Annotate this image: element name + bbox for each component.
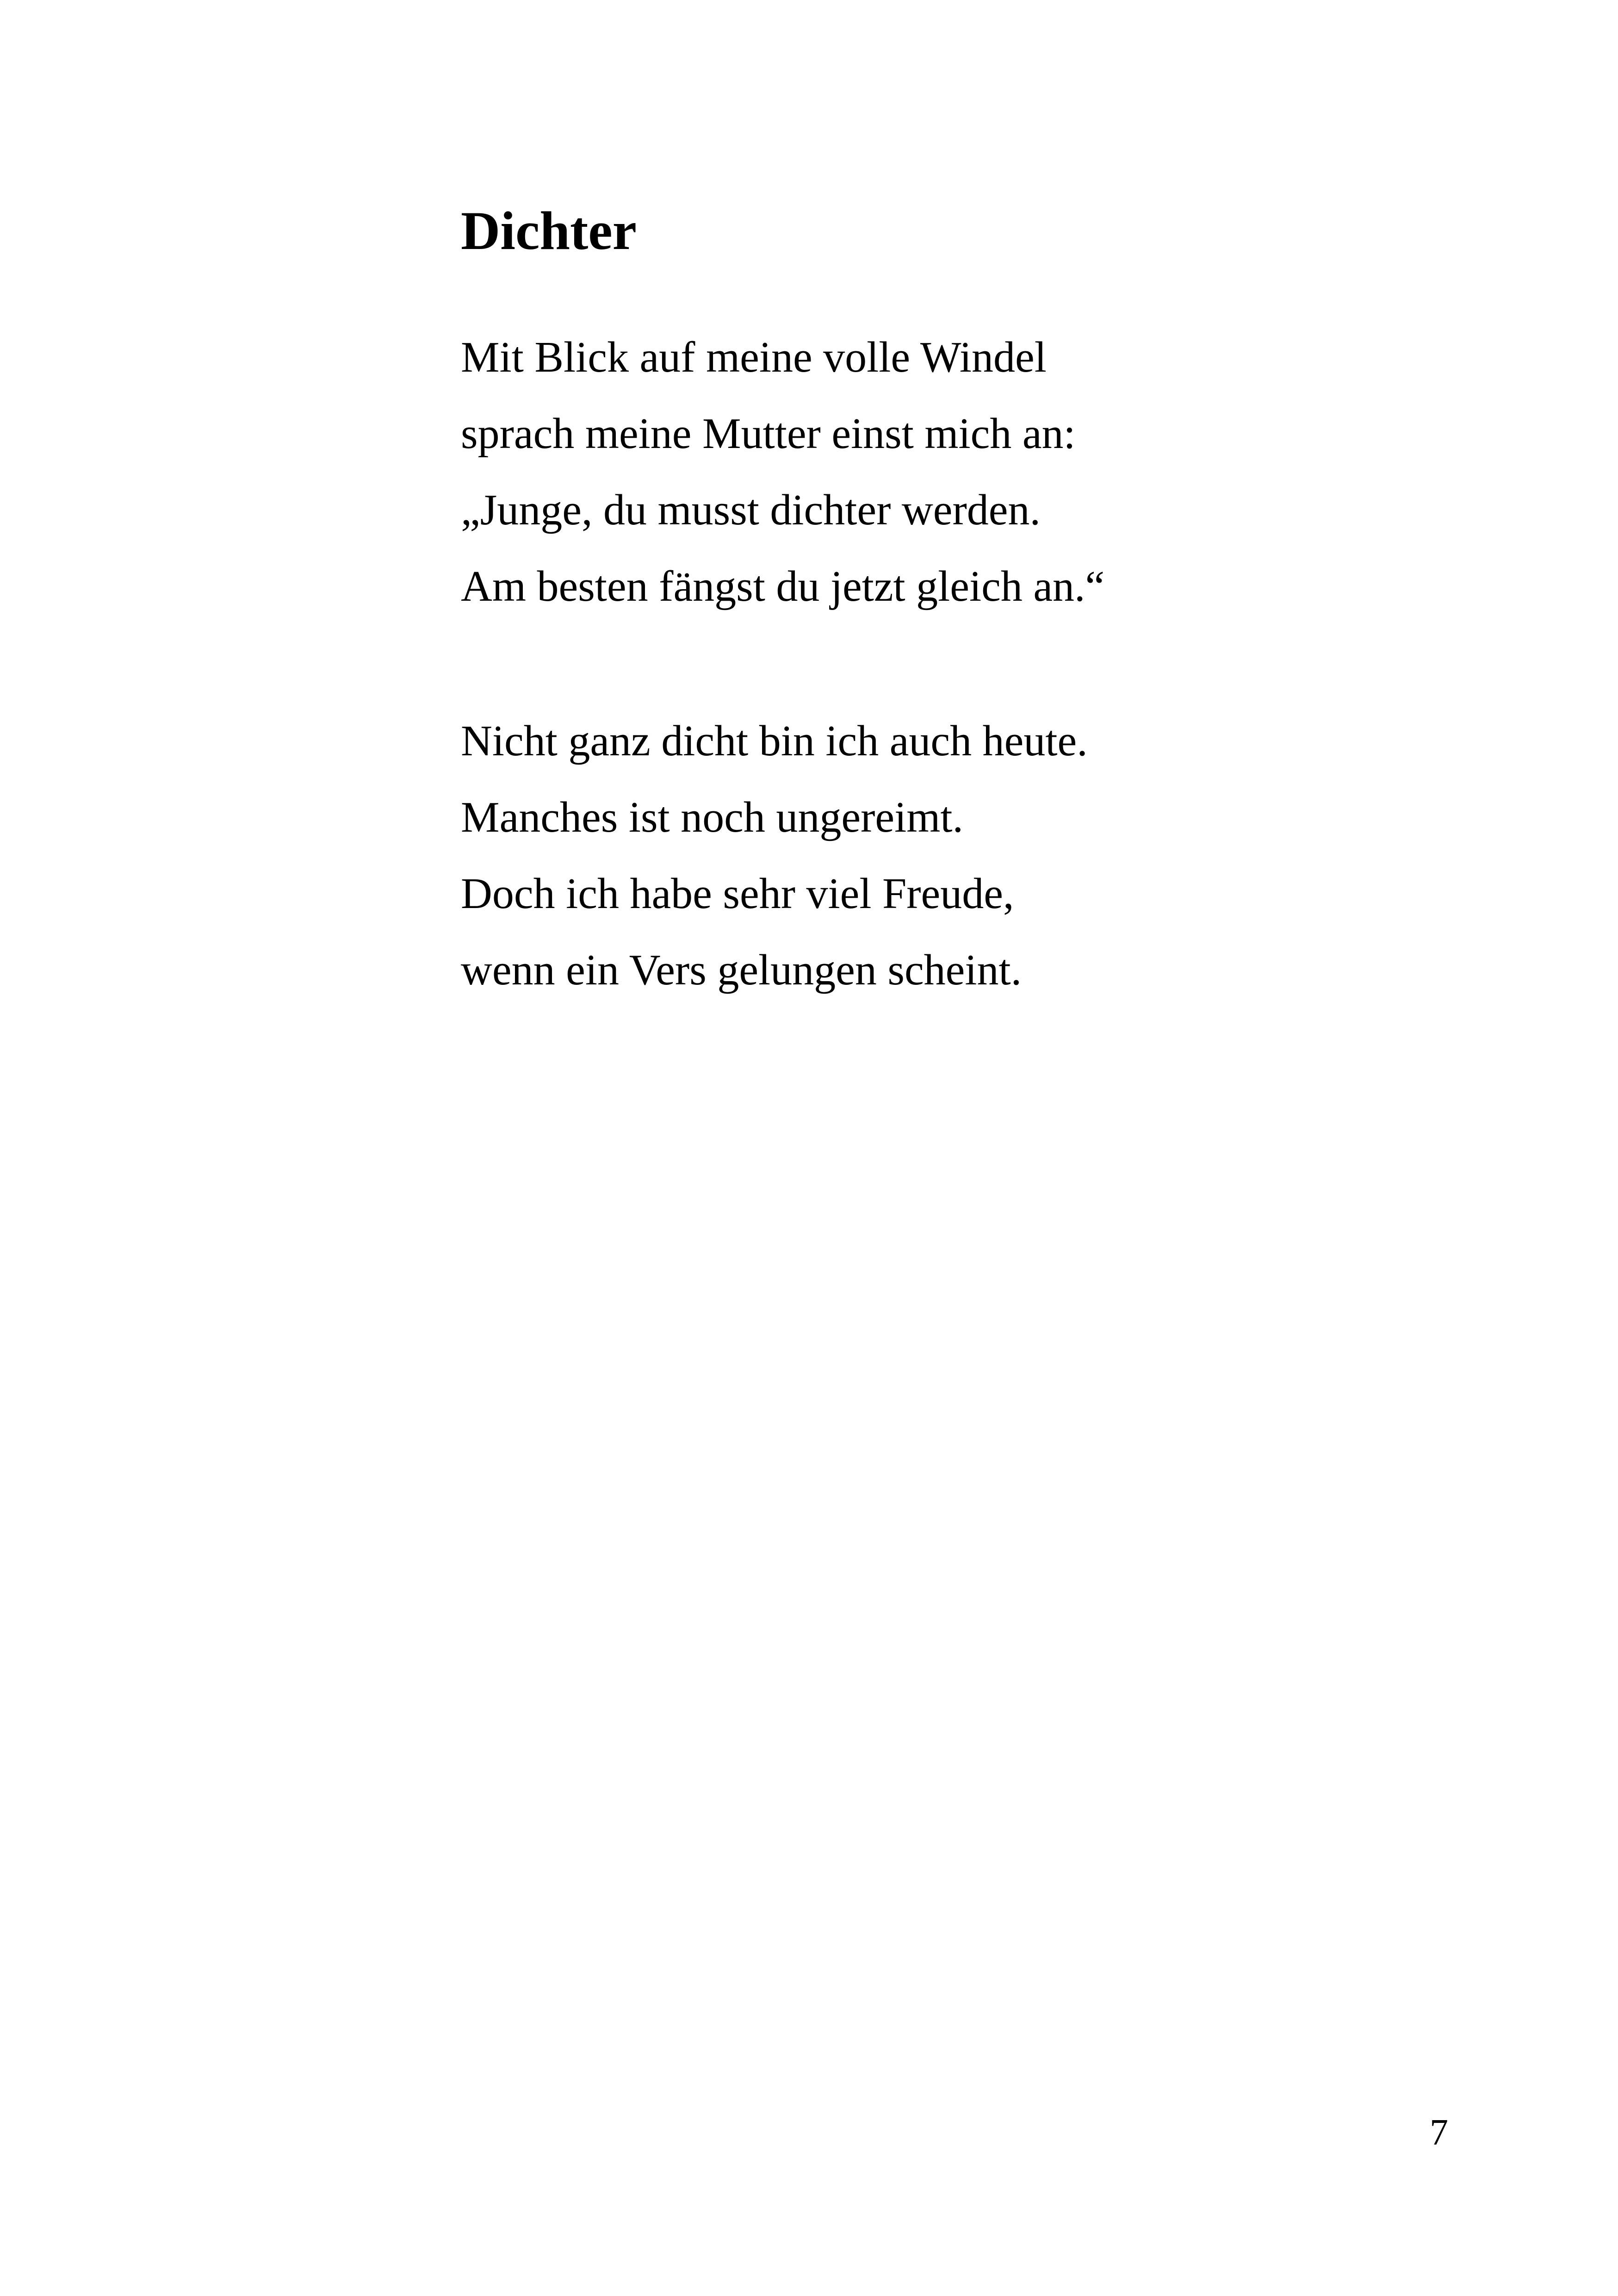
page-number: 7 (1430, 2112, 1448, 2153)
verse-line: wenn ein Vers gelungen scheint. (461, 946, 1022, 994)
poem-title: Dichter (461, 200, 637, 261)
verse-line: Doch ich habe sehr viel Freude, (461, 870, 1014, 918)
verse-line: sprach meine Mutter einst mich an: (461, 410, 1076, 458)
verse-line: „Junge, du musst dichter werden. (461, 486, 1041, 534)
verse-line: Nicht ganz dicht bin ich auch heute. (461, 717, 1088, 765)
verse-line: Manches ist noch ungereimt. (461, 793, 963, 841)
verse-line: Am besten fängst du jetzt gleich an.“ (461, 562, 1105, 610)
stanza-2 (461, 703, 1088, 1008)
verse-line: Mit Blick auf meine volle Windel (461, 333, 1047, 381)
stanza-1 (461, 319, 1104, 625)
